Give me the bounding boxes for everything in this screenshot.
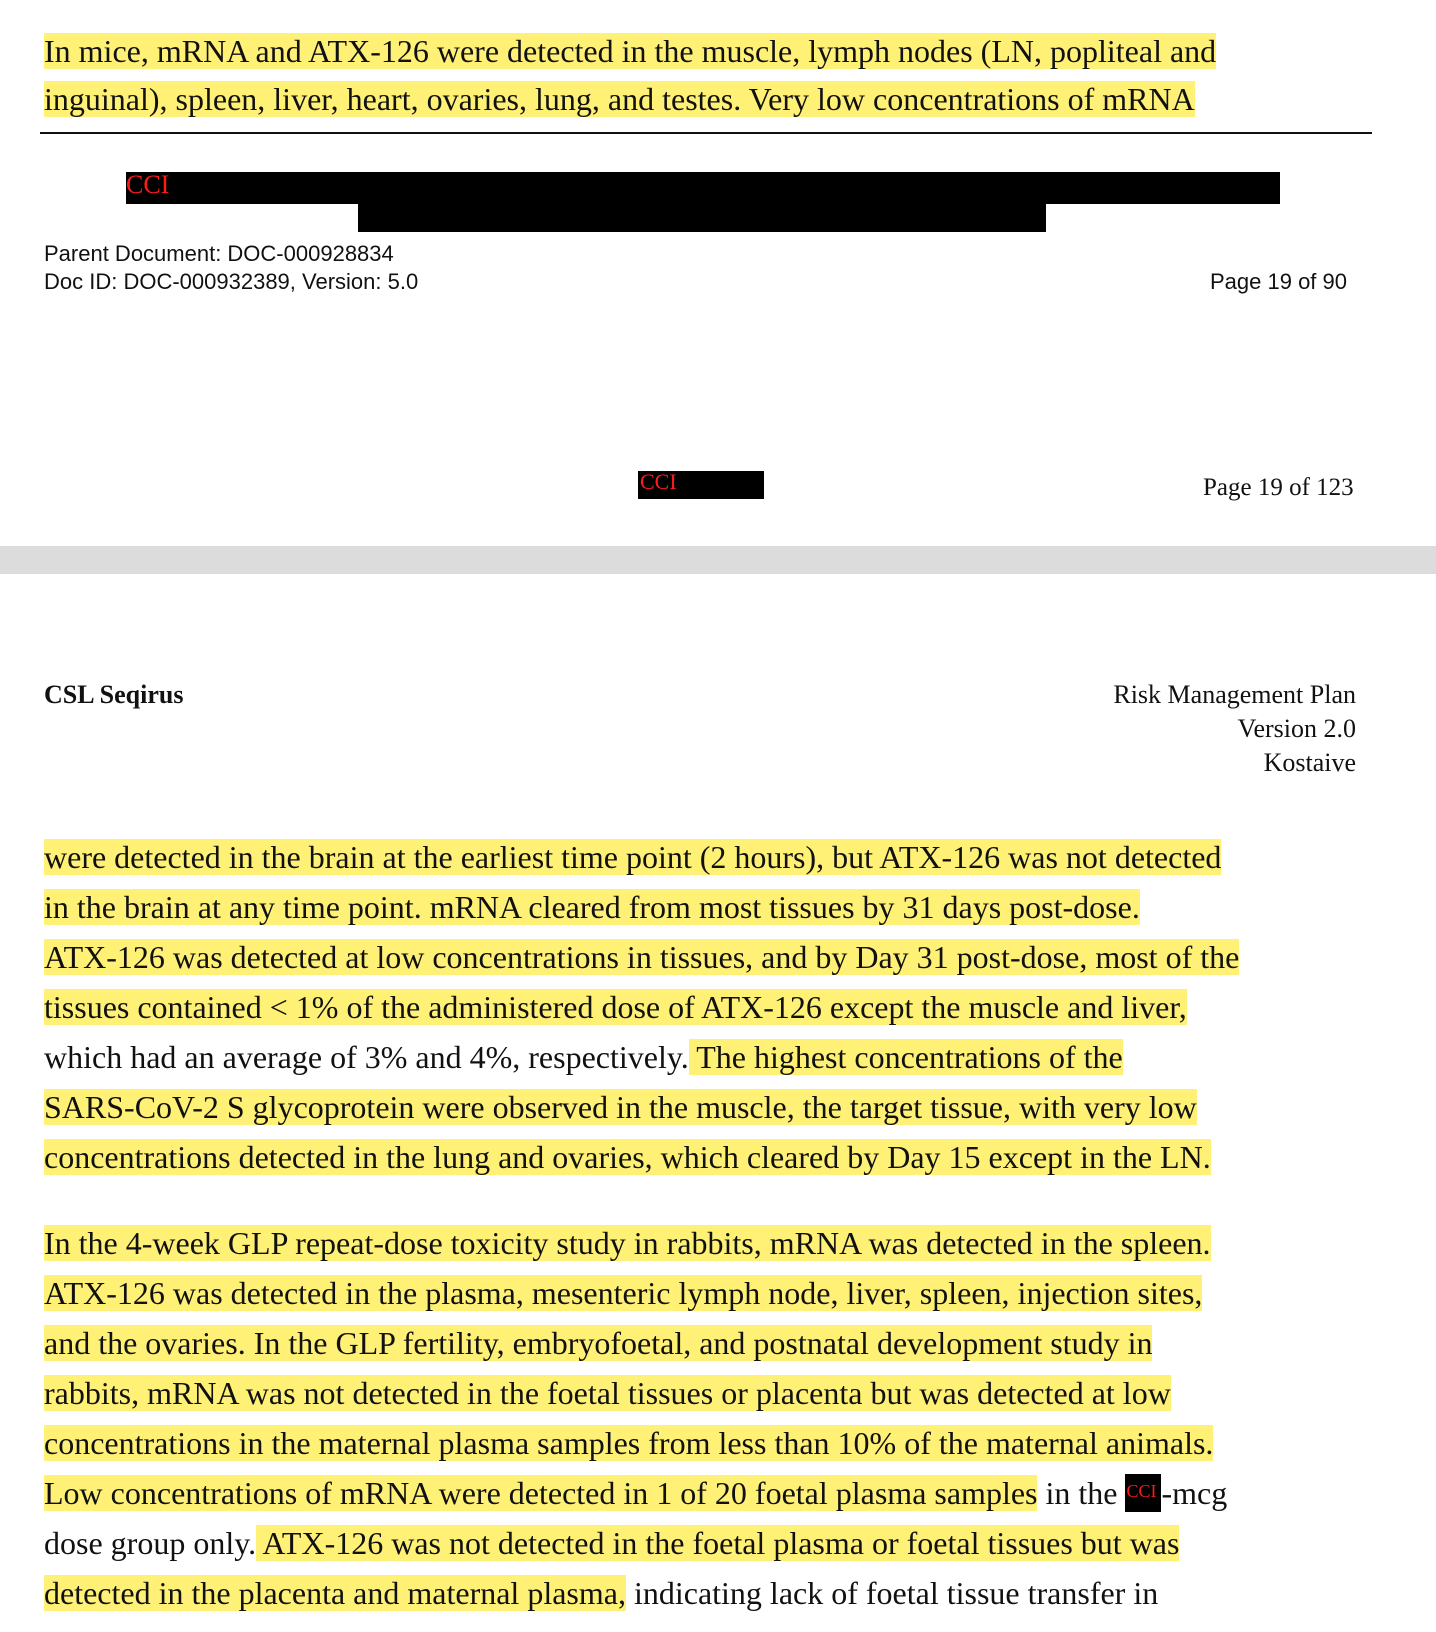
redaction-bar <box>358 204 1046 232</box>
company-name: CSL Seqirus <box>44 680 184 709</box>
body-line: Low concentrations of mRNA were detected in 1 of 20 foetal plasma samples in the CCI -mcg <box>44 1472 1227 1514</box>
body-line: ATX-126 was detected at low concentrations in tissues, and by Day 31 post-dose, most of the <box>44 939 1240 975</box>
redaction-label: CCI <box>126 170 170 199</box>
body-line: In mice, mRNA and ATX-126 were detected in the muscle, lymph nodes (LN, popliteal and <box>44 33 1217 69</box>
parent-document-id: Parent Document: DOC-000928834 <box>44 241 394 266</box>
redaction-label: CCI <box>640 469 677 494</box>
doc-id: Doc ID: DOC-000932389, Version: 5.0 <box>44 269 419 294</box>
document-title: Risk Management Plan <box>1113 680 1356 709</box>
top-page-fragment <box>0 0 1436 546</box>
body-line: were detected in the brain at the earliest time point (2 hours), but ATX-126 was not detected <box>44 839 1222 875</box>
document-version: Version 2.0 <box>1237 714 1356 743</box>
body-line: concentrations detected in the lung and ovaries, which cleared by Day 15 except in the LN. <box>44 1139 1211 1175</box>
body-line: SARS-CoV-2 S glycoprotein were observed in the muscle, the target tissue, with very low <box>44 1089 1197 1125</box>
redaction-label: CCI <box>1126 1481 1157 1501</box>
redaction-bar <box>126 172 1280 204</box>
product-name: Kostaive <box>1263 748 1356 777</box>
page-number: Page 19 of 90 <box>1210 269 1348 294</box>
body-line: which had an average of 3% and 4%, respectively. The highest concentrations of the <box>44 1039 1123 1075</box>
body-line: dose group only. ATX-126 was not detected in the foetal plasma or foetal tissues but was <box>44 1525 1180 1561</box>
body-line: inguinal), spleen, liver, heart, ovaries, lung, and testes. Very low concentrations of mRNA <box>44 81 1195 117</box>
body-line: concentrations in the maternal plasma samples from less than 10% of the maternal animals. <box>44 1425 1214 1461</box>
footer-rule <box>40 132 1372 134</box>
body-line: and the ovaries. In the GLP fertility, embryofoetal, and postnatal development study in <box>44 1325 1153 1361</box>
body-line: rabbits, mRNA was not detected in the foetal tissues or placenta but was detected at low <box>44 1375 1171 1411</box>
body-line: ATX-126 was detected in the plasma, mesenteric lymph node, liver, spleen, injection sites, <box>44 1275 1203 1311</box>
bottom-page <box>0 574 1436 1632</box>
body-line: in the brain at any time point. mRNA cleared from most tissues by 31 days post-dose. <box>44 889 1140 925</box>
body-line: tissues contained < 1% of the administered dose of ATX-126 except the muscle and liver, <box>44 989 1187 1025</box>
body-line: In the 4-week GLP repeat-dose toxicity study in rabbits, mRNA was detected in the spleen. <box>44 1225 1211 1261</box>
page-number: Page 19 of 123 <box>1203 474 1354 501</box>
body-line: detected in the placenta and maternal plasma, indicating lack of foetal tissue transfer in <box>44 1575 1159 1611</box>
inline-redaction <box>1125 1474 1161 1512</box>
page-separator <box>0 546 1436 574</box>
